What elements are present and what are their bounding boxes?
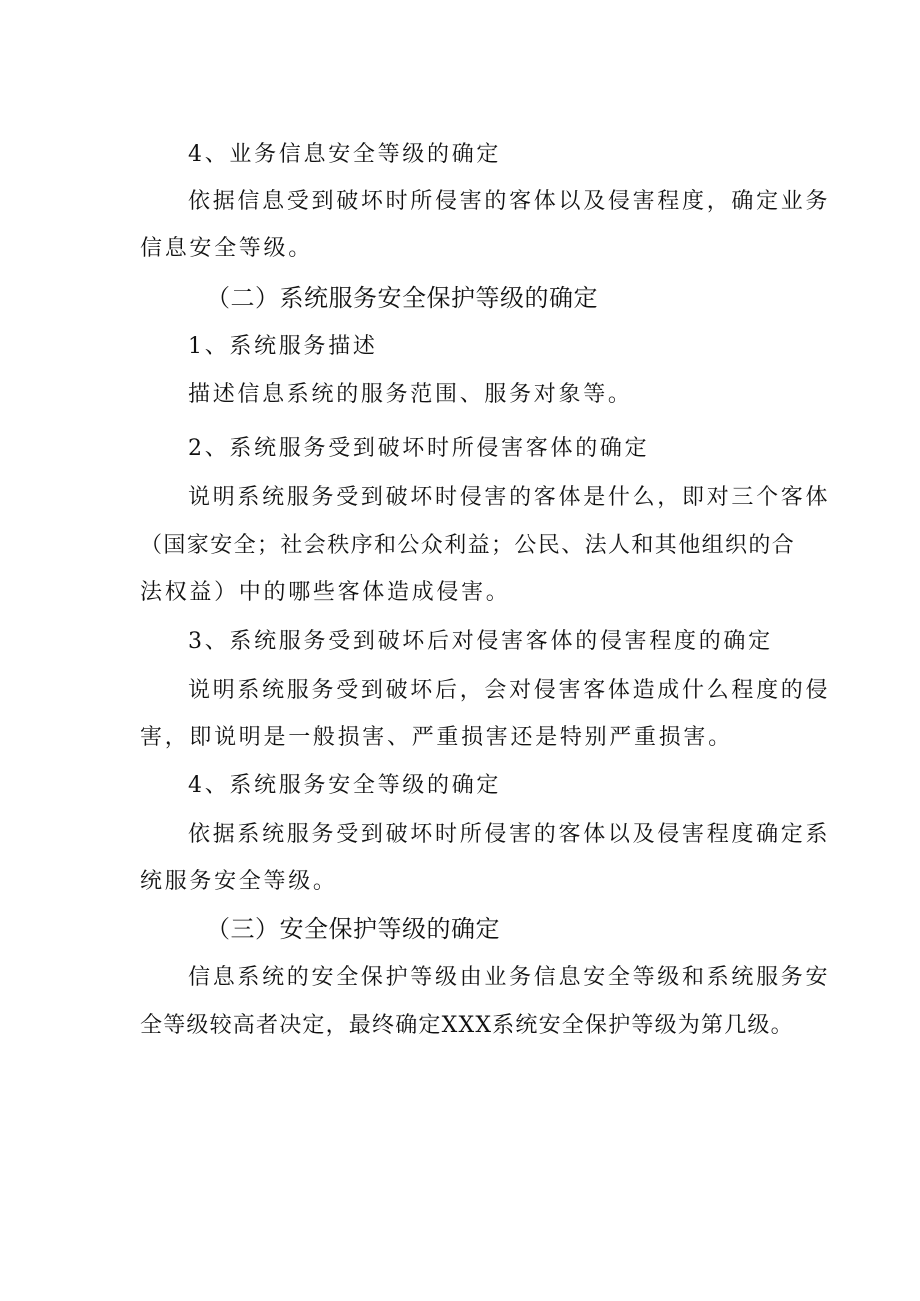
- paragraph-line: 害，即说明是一般损害、严重损害还是特别严重损害。: [140, 725, 733, 750]
- paragraph-line: 信息系统的安全保护等级由业务信息安全等级和系统服务安: [188, 965, 831, 990]
- section-heading-protection-level: （三）安全保护等级的确定: [206, 915, 500, 943]
- paragraph-line: 依据信息受到破坏时所侵害的客体以及侵害程度，确定业务: [188, 189, 831, 214]
- paragraph-line: 信息安全等级。: [140, 236, 313, 261]
- subsection-title-service-degree: 3、系统服务受到破坏后对侵害客体的侵害程度的确定: [188, 629, 773, 654]
- paragraph-line: 统服务安全等级。: [140, 869, 338, 894]
- section-heading-system-service: （二）系统服务安全保护等级的确定: [206, 284, 598, 312]
- paragraph-line: （国家安全；社会秩序和公众利益；公民、法人和其他组织的合: [140, 533, 796, 558]
- subsection-title-service-object: 2、系统服务受到破坏时所侵害客体的确定: [188, 436, 650, 461]
- paragraph-line: 说明系统服务受到破坏时侵害的客体是什么，即对三个客体: [188, 485, 831, 510]
- subsection-title-business-info-level: 4、业务信息安全等级的确定: [188, 142, 502, 167]
- subsection-title-service-level: 4、系统服务安全等级的确定: [188, 773, 502, 798]
- paragraph-line: 依据系统服务受到破坏时所侵害的客体以及侵害程度确定系: [188, 822, 831, 847]
- subsection-title-service-description: 1、系统服务描述: [188, 334, 378, 359]
- paragraph-line: 法权益）中的哪些客体造成侵害。: [140, 580, 511, 605]
- paragraph-line: 全等级较高者决定，最终确定XXX系统安全保护等级为第几级。: [140, 1013, 794, 1038]
- paragraph-line: 说明系统服务受到破坏后，会对侵害客体造成什么程度的侵: [188, 678, 831, 703]
- paragraph-line: 描述信息系统的服务范围、服务对象等。: [188, 382, 633, 407]
